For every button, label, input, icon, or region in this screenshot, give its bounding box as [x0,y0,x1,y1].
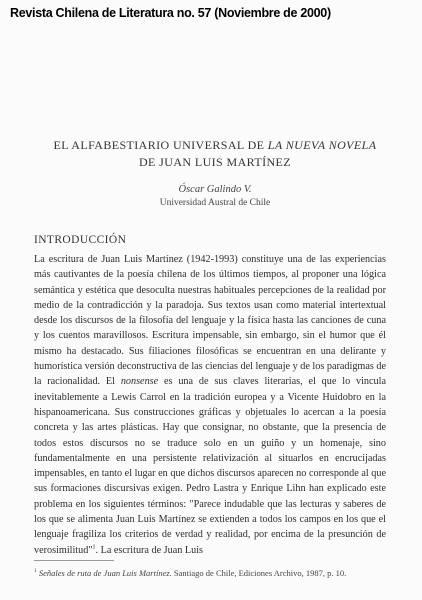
article-title-line2: DE JUAN LUIS MARTÍNEZ [138,155,291,169]
footnote-divider [34,560,114,561]
body-text-part2: es una de sus claves literarias, el que lo vincula inevitablemente a Lewis Carrol en la tradición europea y a Vicente Huidobro en la hispanoamericana. Sus construcciones gráficas y objetuales lo acercan a la poesía concreta y las artes plásticas. Hay que consignar, no obstante, que la presencia de todos estos discursos no se traduce solo en un guiño y un homenaje, sino fundamentalmente en una persistente relativización al situarlos en encrucijadas impensables, en tanto el lugar en que dichos discursos aparecen no corresponde al que sus formaciones discursivas exigen. Pedro Lastra y Enrique Lihn han explicado este problema en los siguientes términos: "Parece indudable que las lecturas y saberes de los que se alimenta Juan Luis Martínez se extienden a todos los campos en los que el lenguaje fragiliza los criterios de verdad y realidad, por encima de la presunción de verosimilitud" [34,376,386,556]
footnote-marker: 1 [34,568,37,574]
footnote [34,565,386,580]
body-text-part1: La escritura de Juan Luis Martínez (1942-1993) constituye una de las experiencias más cautivantes de la poesía chilena de los últimos tiempos, al proponer una lógica semántica y estética que desoculta nuestras habituales percepciones de la realidad por medio de la contradicción y la paradoja. Sus textos usan como material intertextual desde los discursos de la filosofía del lenguaje y la física hasta las canciones de cuna y los cuentos maravillosos. Escritura impensable, sin embargo, sin el humor que él mismo ha destacado. Sus filiaciones filosóficas se encuentran en una delirante y humorística versión deconstructiva de las ciencias del lenguaje y de los paradigmas de la racionalidad. El [34,254,386,388]
journal-header: Revista Chilena de Literatura no. 57 (Noviembre de 2000) [10,6,331,20]
footnote-book-title: Señales de ruta de Juan Luis Martínez [38,567,170,578]
article-title-italic: LA NUEVA NOVELA [267,138,377,152]
article-title [40,137,390,171]
author-affiliation: Universidad Austral de Chile [159,198,271,208]
section-heading: INTRODUCCIÓN [34,234,127,246]
footnote-reference[interactable]: 1 [92,544,96,551]
body-text-nonsense: nonsense [120,376,159,388]
article-title-prefix: EL ALFABESTIARIO UNIVERSAL DE [53,138,268,152]
footnote-citation: . Santiago de Chile, Ediciones Archivo, 1987, p. 10. [169,567,347,578]
author-name: Óscar Galindo V. [178,184,252,195]
body-paragraph [34,252,386,558]
body-text-part3: . La escritura de Juan Luis [95,544,203,556]
